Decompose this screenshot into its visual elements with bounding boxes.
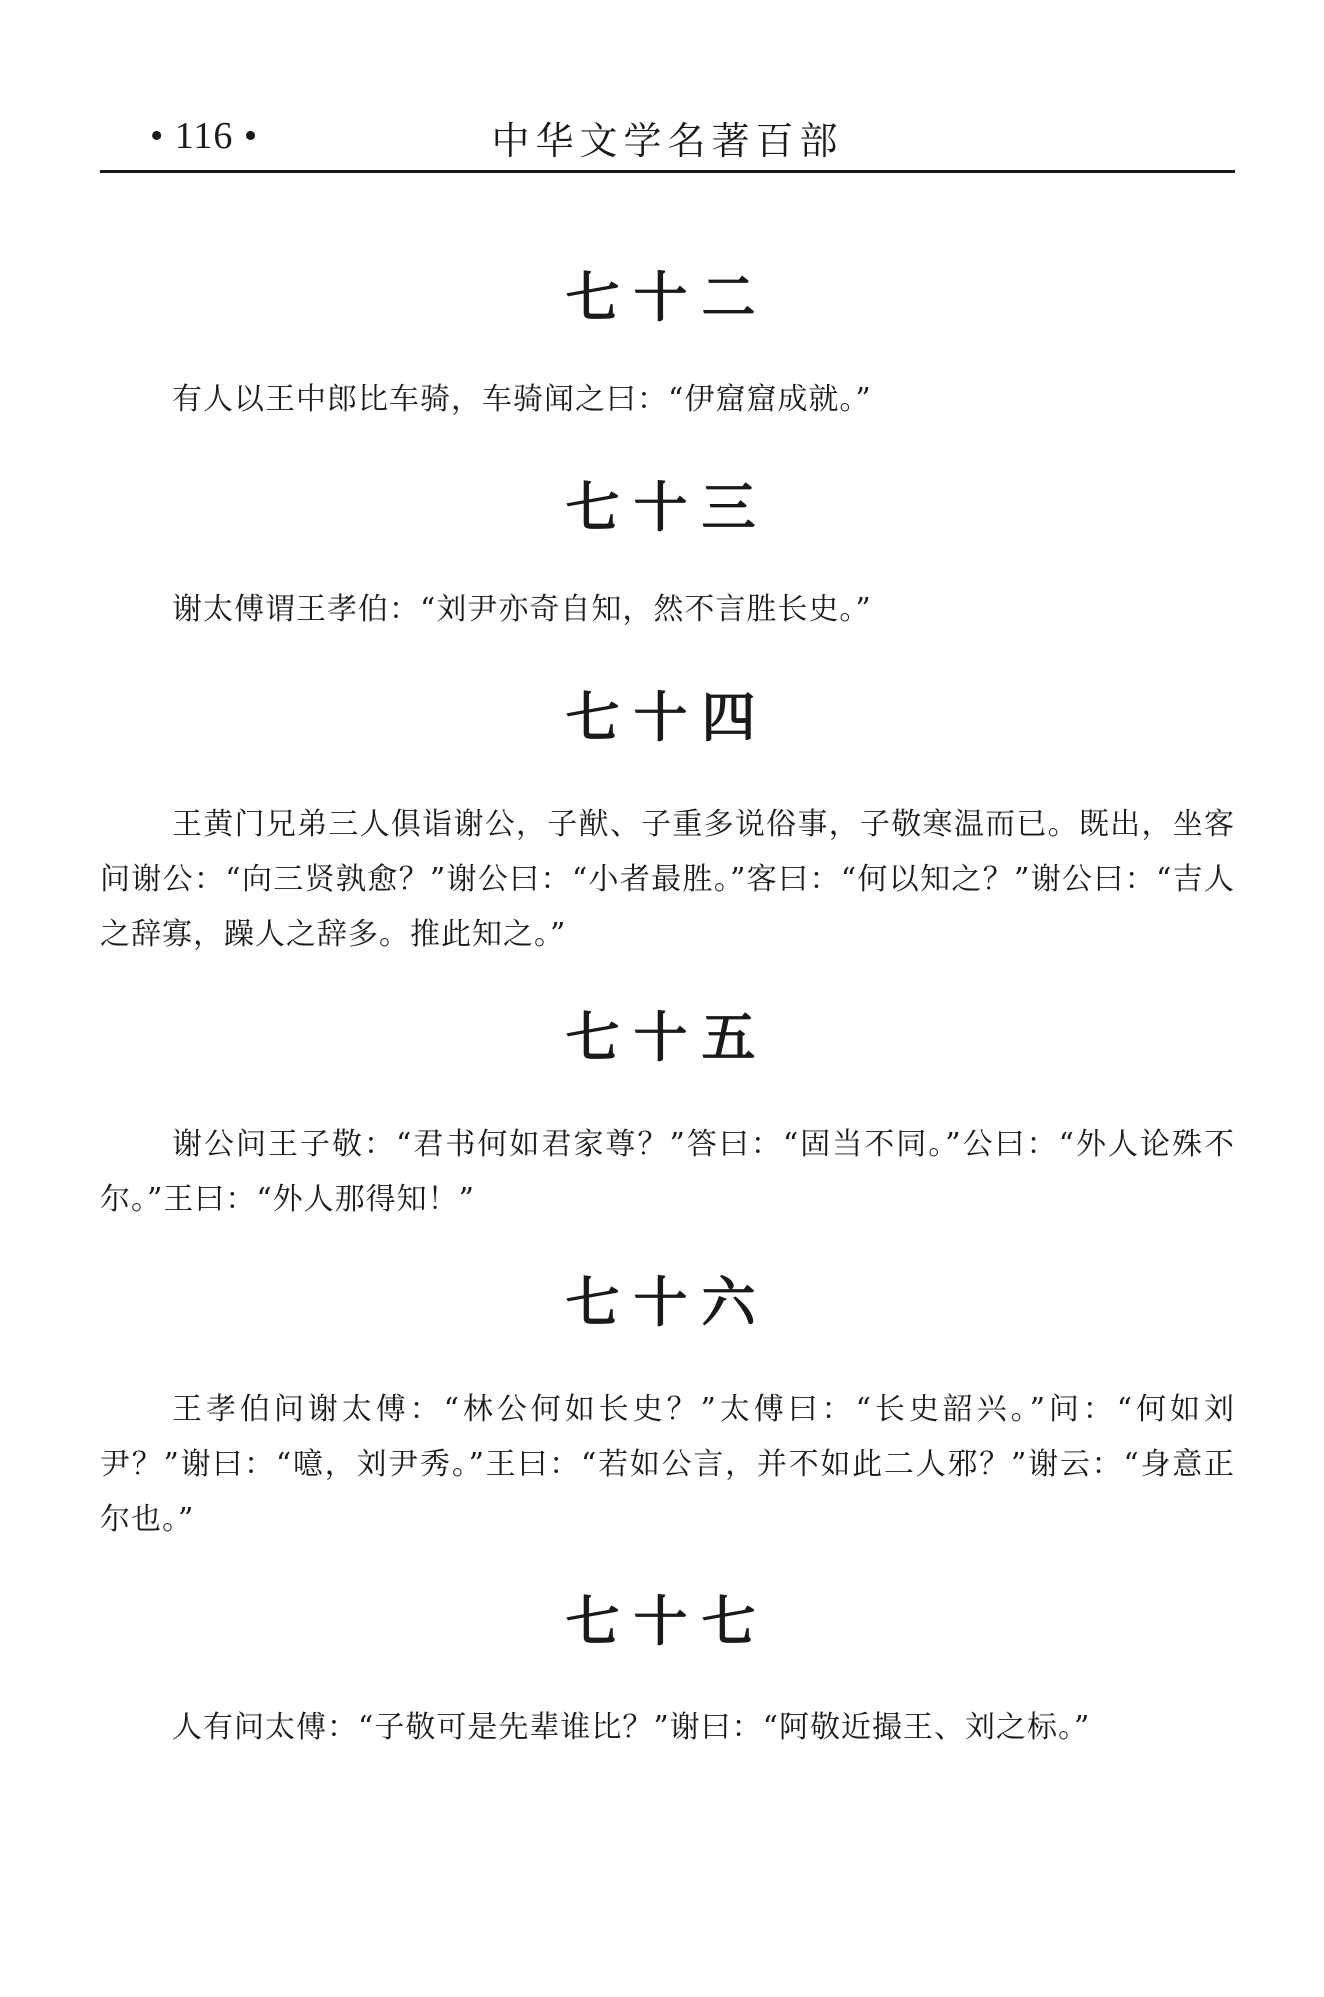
section-text: 王黄门兄弟三人俱诣谢公，子猷、子重多说俗事，子敬寒温而已。既出，坐客问谢公：“向三贤孰愈？”谢公曰：“小者最胜。”客曰：“何以知之？”谢公曰：“吉人之辞寡，躁人之辞多。推此知之。” <box>100 807 1235 952</box>
section-heading: 七十五 <box>565 1006 770 1069</box>
page-number: • 116 • <box>150 115 259 157</box>
book-title: 中华文学名著百部 <box>491 119 844 163</box>
section-text: 谢公问王子敬：“君书何如君家尊？”答曰：“固当不同。”公曰：“外人论殊不尔。”王曰：“外人那得知！” <box>100 1127 1235 1217</box>
section-heading: 七十四 <box>565 686 770 749</box>
section-text: 王孝伯问谢太傅：“林公何如长史？”太傅曰：“长史韶兴。”问：“何如刘尹？”谢曰：“噫，刘尹秀。”王曰：“若如公言，并不如此二人邪？”谢云：“身意正尔也。” <box>100 1392 1235 1537</box>
page-header <box>100 100 1235 173</box>
section-text: 有人以王中郎比车骑，车骑闻之曰：“伊窟窟成就。” <box>172 382 872 417</box>
section-text: 人有问太傅：“子敬可是先辈谁比？”谢曰：“阿敬近撮王、刘之标。” <box>172 1710 1091 1745</box>
section-text: 谢太傅谓王孝伯：“刘尹亦奇自知，然不言胜长史。” <box>172 592 872 627</box>
section-heading: 七十三 <box>565 476 770 539</box>
section-heading: 七十六 <box>565 1271 770 1334</box>
section-heading: 七十七 <box>565 1590 770 1653</box>
section-heading: 七十二 <box>565 266 770 329</box>
